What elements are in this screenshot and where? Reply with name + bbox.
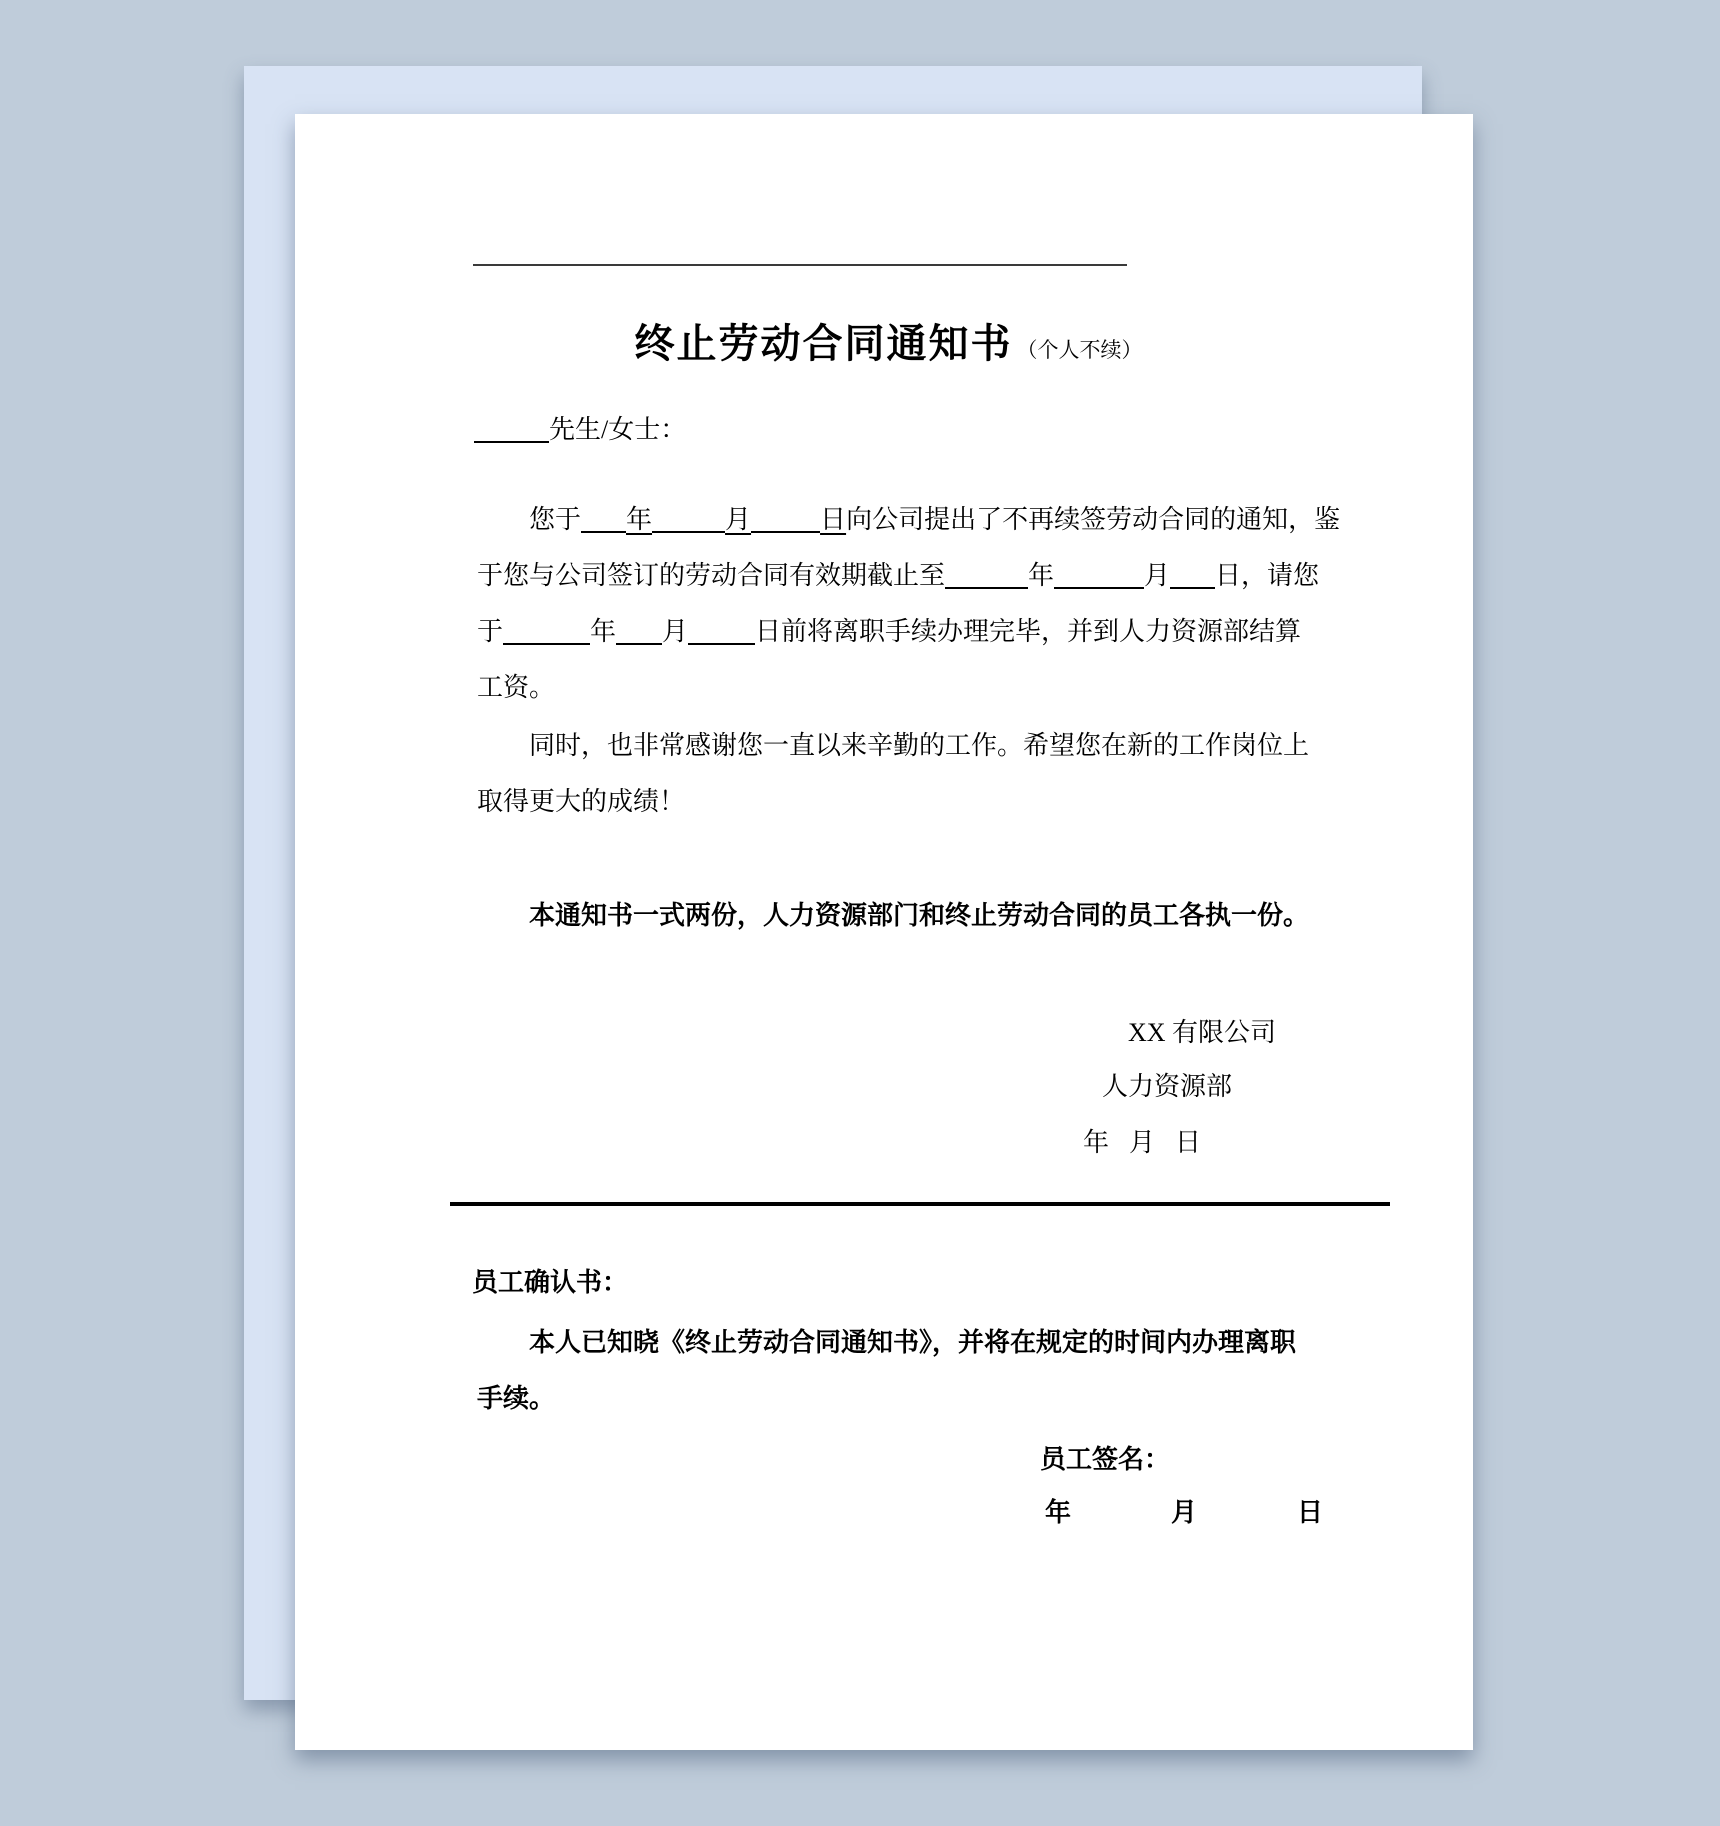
text-line	[477, 548, 1320, 604]
blank-underline	[581, 501, 626, 533]
text-segment: 日，请您	[1215, 561, 1320, 590]
confirmation-paragraph	[477, 1315, 1317, 1427]
blank-underline	[688, 613, 755, 645]
text-segment: 同时，也非常感谢您一直以来辛勤的工作。希望您在新的工作岗位上	[529, 731, 1310, 760]
text-segment: 于您与公司签订的劳动合同有效期截止至	[477, 561, 946, 590]
text-segment: 年	[590, 617, 617, 646]
text-segment: 您于	[529, 505, 582, 534]
section-divider-rule	[450, 1202, 1390, 1206]
text-line	[474, 402, 1314, 458]
date-part: 年	[1045, 1498, 1072, 1527]
employee-date-line	[1045, 1485, 1323, 1541]
salutation-line	[474, 402, 1314, 458]
text-segment: 月	[725, 505, 752, 534]
text-line	[477, 1315, 1317, 1371]
date-part: 日	[1297, 1498, 1324, 1527]
document-title-row	[477, 312, 1300, 372]
text-segment: 手续。	[477, 1384, 556, 1413]
company-name: XX 有限公司	[1128, 1018, 1277, 1047]
text-segment: 年	[626, 505, 653, 534]
body-paragraph-thanks	[477, 718, 1317, 830]
text-segment: 先生/女士：	[549, 415, 687, 444]
body-paragraph-dates	[477, 492, 1341, 716]
date-part: 月	[1129, 1128, 1156, 1157]
text-line	[477, 1371, 1317, 1427]
text-line	[477, 888, 1317, 944]
date-part: 年	[1083, 1128, 1110, 1157]
text-segment: 日前将离职手续办理完毕，并到人力资源部结算	[755, 617, 1302, 646]
text-segment: 于	[477, 617, 504, 646]
blank-underline	[945, 557, 1028, 589]
text-line	[477, 492, 1341, 548]
company-date-line	[1083, 1115, 1201, 1171]
document-title: 终止劳动合同通知书	[634, 321, 1013, 366]
text-segment: 月	[662, 617, 689, 646]
employee-signature-label: 员工签名：	[1040, 1445, 1171, 1474]
text-segment: 取得更大的成绩！	[477, 787, 686, 816]
text-segment: 本人已知晓《终止劳动合同通知书》，并将在规定的时间内办理离职	[529, 1328, 1297, 1357]
company-department: 人力资源部	[1102, 1072, 1233, 1101]
blank-underline	[474, 411, 549, 443]
date-part: 日	[1175, 1128, 1202, 1157]
copies-note	[477, 888, 1317, 944]
text-line	[477, 718, 1317, 774]
text-segment: 年	[1028, 561, 1055, 590]
text-line	[477, 660, 1317, 716]
text-segment: 向公司提出了不再续签劳动合同的通知，鉴	[846, 505, 1341, 534]
document-title-suffix: （个人不续）	[1016, 338, 1143, 362]
text-line	[477, 604, 1317, 660]
blank-underline	[1054, 557, 1144, 589]
blank-underline	[503, 613, 590, 645]
text-segment: 本通知书一式两份，人力资源部门和终止劳动合同的员工各执一份。	[529, 901, 1310, 930]
blank-underline	[652, 501, 725, 533]
blank-underline	[751, 501, 820, 533]
confirmation-heading: 员工确认书：	[472, 1268, 629, 1297]
date-part: 月	[1171, 1498, 1198, 1527]
text-segment: 工资。	[477, 673, 556, 702]
text-segment: 日	[820, 505, 847, 534]
blank-underline	[616, 613, 662, 645]
document-page	[295, 114, 1473, 1750]
text-line	[477, 774, 1317, 830]
text-segment: 月	[1144, 561, 1171, 590]
header-rule	[473, 264, 1127, 266]
blank-underline	[1170, 557, 1215, 589]
